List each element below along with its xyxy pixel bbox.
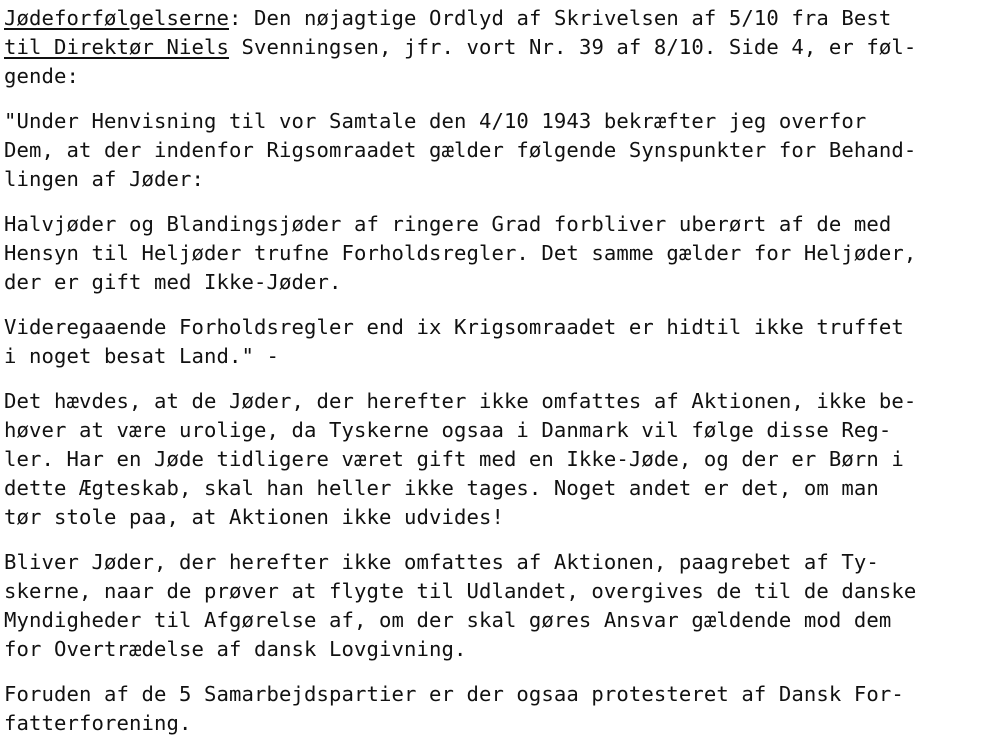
- paragraph-2: [4, 107, 994, 194]
- line-text: for Overtrædelse af dansk Lovgivning.: [4, 637, 467, 661]
- line-text: Hensyn til Heljøder trufne Forholdsregler. Det samme gælder for Heljøder,: [4, 241, 917, 265]
- line-text: høver at være urolige, da Tyskerne ogsaa i Danmark vil følge disse Reg-: [4, 418, 892, 442]
- line-text: Dem, at der indenfor Rigsomraadet gælder følgende Synspunkter for Behand-: [4, 138, 917, 162]
- line-text: : Den nøjagtige Ordlyd af Skrivelsen af 5/10 fra Best: [228, 6, 892, 30]
- line-text: Videregaaende Forholdsregler end ix Krigsomraadet er hidtil ikke truffet: [4, 315, 904, 339]
- paragraph-3: [4, 210, 994, 297]
- line-text: gende:: [4, 64, 79, 88]
- line-text: Foruden af de 5 Samarbejdspartier er der ogsaa protesteret af Dansk For-: [4, 682, 904, 706]
- paragraph-6: [4, 548, 994, 664]
- line-text: ler. Har en Jøde tidligere været gift med en Ikke-Jøde, og der er Børn i: [4, 447, 904, 471]
- line-text: Bliver Jøder, der herefter ikke omfattes af Aktionen, paagrebet af Ty-: [4, 550, 879, 574]
- line-text: Svenningsen, jfr. vort Nr. 39 af 8/10. Side 4, er føl-: [228, 35, 917, 59]
- line-text: "Under Henvisning til vor Samtale den 4/10 1943 bekræfter jeg overfor: [4, 109, 867, 133]
- line-text: i noget besat Land." -: [4, 344, 279, 368]
- paragraph-7: [4, 680, 994, 738]
- line-text: lingen af Jøder:: [4, 167, 204, 191]
- line-text: Myndigheder til Afgørelse af, om der skal gøres Ansvar gældende mod dem: [4, 608, 892, 632]
- line-text: skerne, naar de prøver at flygte til Udlandet, overgives de til de danske: [4, 579, 917, 603]
- paragraph-4: [4, 313, 994, 371]
- line-text: der er gift med Ikke-Jøder.: [4, 270, 342, 294]
- line: [4, 4, 994, 33]
- line-text: Det hævdes, at de Jøder, der herefter ikke omfattes af Aktionen, ikke be-: [4, 389, 917, 413]
- line-text: tør stole paa, at Aktionen ikke udvides!: [4, 505, 504, 529]
- line-text: Halvjøder og Blandingsjøder af ringere Grad forbliver uberørt af de med: [4, 212, 892, 236]
- paragraph-5: [4, 387, 994, 532]
- document-page: [4, 4, 994, 754]
- line: [4, 33, 994, 62]
- underlined-text: til Direktør Niels: [4, 35, 229, 59]
- line-text: fatterforening.: [4, 711, 192, 735]
- paragraph-1: [4, 4, 994, 91]
- line-text: dette Ægteskab, skal han heller ikke tages. Noget andet er det, om man: [4, 476, 879, 500]
- section-heading: Jødeforfølgelserne: [4, 6, 229, 30]
